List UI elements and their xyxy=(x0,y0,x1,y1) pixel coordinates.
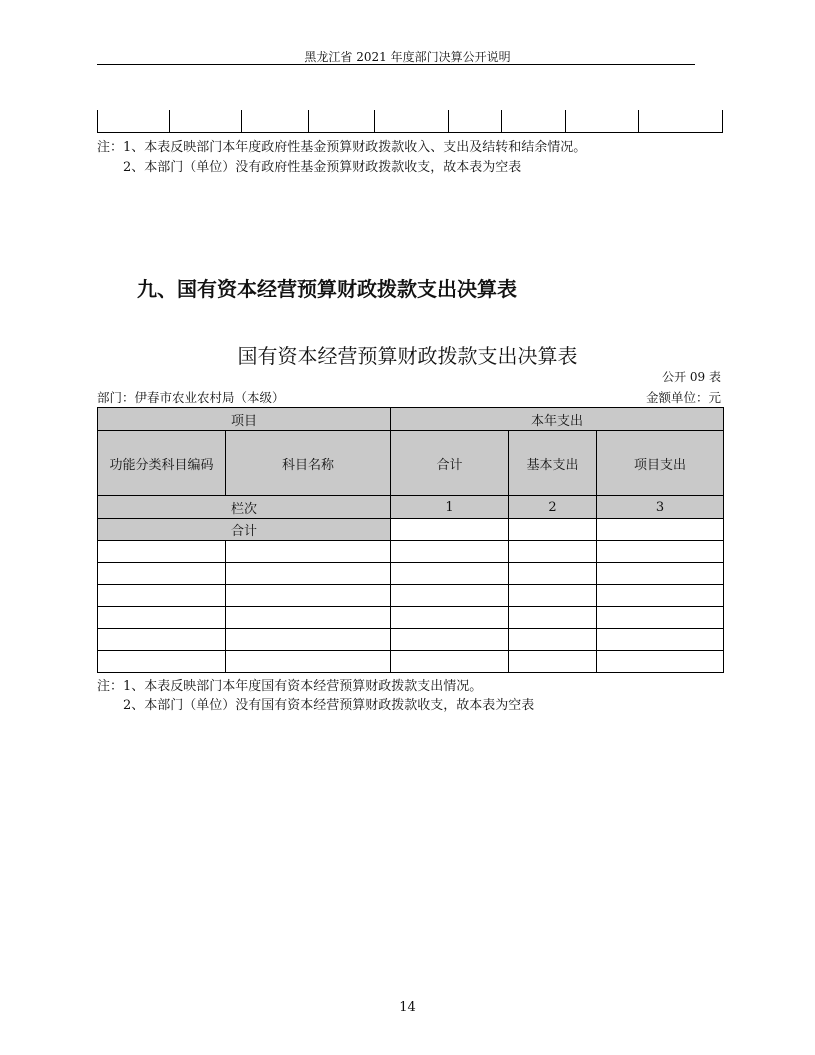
table-cell xyxy=(226,541,391,563)
page-number: 14 xyxy=(399,1000,416,1015)
previous-table-row xyxy=(98,110,723,133)
column-number-3: 3 xyxy=(597,496,724,519)
table-cell xyxy=(597,651,724,673)
table-cell xyxy=(448,110,501,133)
previous-note-2: 2、本部门（单位）没有政府性基金预算财政拨款收支，故本表为空表 xyxy=(123,160,522,175)
table-cell xyxy=(391,585,509,607)
current-year-header: 本年支出 xyxy=(391,408,724,431)
func-code-header: 功能分类科目编码 xyxy=(98,431,226,496)
previous-table-tail xyxy=(97,110,723,133)
expenditure-table xyxy=(97,407,724,673)
unit-label: 金额单位：元 xyxy=(645,390,721,405)
table-cell xyxy=(391,563,509,585)
table-row xyxy=(98,585,724,607)
table-cell xyxy=(597,563,724,585)
table-cell xyxy=(309,110,375,133)
previous-note-1: 注：1、本表反映部门本年度政府性基金预算财政拨款收入、支出及结转和结余情况。 xyxy=(97,140,587,155)
table-cell xyxy=(226,629,391,651)
column-number-row xyxy=(98,496,724,519)
table-cell xyxy=(509,563,597,585)
item-header: 项目 xyxy=(98,408,391,431)
table-cell xyxy=(375,110,448,133)
table-cell xyxy=(597,541,724,563)
table-cell xyxy=(242,110,309,133)
header-row xyxy=(98,408,724,431)
table-cell xyxy=(638,110,722,133)
sum-row xyxy=(98,519,724,541)
table-cell xyxy=(98,651,226,673)
table-cell xyxy=(565,110,638,133)
table-cell xyxy=(98,607,226,629)
total-header: 合计 xyxy=(391,431,509,496)
section-heading: 九、国有资本经营预算财政拨款支出决算表 xyxy=(137,277,517,301)
table-code: 公开 09 表 xyxy=(662,370,721,384)
table-row xyxy=(98,563,724,585)
table-cell xyxy=(98,110,170,133)
table-cell xyxy=(509,607,597,629)
table-row xyxy=(98,629,724,651)
table-cell xyxy=(501,110,565,133)
table-cell xyxy=(226,651,391,673)
table-row xyxy=(98,607,724,629)
sum-label: 合计 xyxy=(98,519,391,541)
project-header: 项目支出 xyxy=(597,431,724,496)
table-cell xyxy=(391,629,509,651)
table-cell xyxy=(597,585,724,607)
table-cell xyxy=(509,585,597,607)
table-cell xyxy=(509,541,597,563)
table-cell xyxy=(98,585,226,607)
table-cell xyxy=(509,629,597,651)
basic-header: 基本支出 xyxy=(509,431,597,496)
table-note-1: 注：1、本表反映部门本年度国有资本经营预算财政拨款支出情况。 xyxy=(97,679,483,694)
column-number-1: 1 xyxy=(391,496,509,519)
table-row xyxy=(98,541,724,563)
sum-basic-cell xyxy=(509,519,597,541)
sum-project-cell xyxy=(597,519,724,541)
sum-total-cell xyxy=(391,519,509,541)
table-cell xyxy=(98,629,226,651)
table-row xyxy=(98,651,724,673)
column-number-2: 2 xyxy=(509,496,597,519)
table-note-2: 2、本部门（单位）没有国有资本经营预算财政拨款收支，故本表为空表 xyxy=(123,698,535,713)
table-cell xyxy=(391,651,509,673)
running-header: 黑龙江省 2021 年度部门决算公开说明 xyxy=(304,50,511,64)
header-rule xyxy=(97,64,695,65)
table-cell xyxy=(391,607,509,629)
subheader-row xyxy=(98,431,724,496)
table-cell xyxy=(98,563,226,585)
table-title: 国有资本经营预算财政拨款支出决算表 xyxy=(237,344,578,368)
subject-name-header: 科目名称 xyxy=(226,431,391,496)
table-cell xyxy=(597,629,724,651)
table-cell xyxy=(170,110,242,133)
table-cell xyxy=(226,607,391,629)
table-cell xyxy=(98,541,226,563)
table-cell xyxy=(509,651,597,673)
table-cell xyxy=(226,563,391,585)
department-label: 部门：伊春市农业农村局（本级） xyxy=(97,390,285,405)
column-label: 栏次 xyxy=(98,496,391,519)
table-cell xyxy=(391,541,509,563)
table-cell xyxy=(226,585,391,607)
table-cell xyxy=(597,607,724,629)
